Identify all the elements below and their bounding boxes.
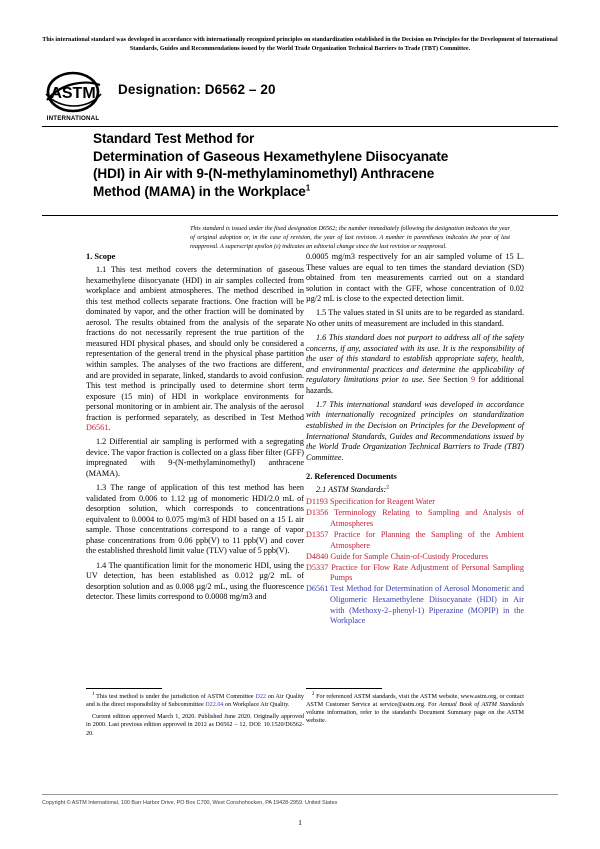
paragraph-1-4: 1.4 The quantification limit for the monomeric HDI, using the UV detection, has been established as 0.012 µg/2 mL of desorption solution and as 0.008 µg/2 mL, using the fluorescence detector. These limits correspond to 0.0008 mg/m3 and: [86, 560, 304, 602]
link-d22-04[interactable]: D22.04: [205, 702, 224, 709]
reference-item: [306, 552, 524, 563]
issued-under-note: This standard is issued under the fixed designation D6562; the number immediately following the designation indicates the year of original adoption or, in the case of revision, the year of last revision. A number in parentheses indicates the year of last reapproval. A superscript epsilon (ε) indicates an editorial change since the last revision or reapproval.: [190, 225, 510, 251]
reference-item: [306, 508, 524, 529]
tbt-banner-line2: Development of International Standards, Guides and Recommendations issued by the World Trade Organization Technical Barriers to Trade (TBT) Committee.: [129, 37, 558, 53]
title-line-1: Standard Test Method for: [93, 131, 255, 146]
footer-rule: [42, 794, 558, 795]
reference-id[interactable]: D1193: [306, 497, 328, 507]
reference-id[interactable]: D4840: [306, 551, 329, 561]
footnote-rule-right: [306, 688, 382, 689]
paragraph-1-6: [306, 333, 524, 396]
reference-list: [306, 497, 524, 627]
subsection-footnote-marker: 2: [386, 484, 390, 491]
reference-title[interactable]: Practice for Flow Rate Adjustment of Personal Sampling Pumps: [330, 562, 524, 583]
paragraph-1-1: [86, 265, 304, 434]
svg-text:INTERNATIONAL: INTERNATIONAL: [46, 115, 100, 122]
paragraph-1-4-continued: 0.0005 mg/m3 respectively for an air sampled volume of 15 L. These values are equal to ten times the standard deviation (SD) obtained from ten measurements carried out on a standard solution in contact with the GFF, whose concentration of 0.02 µg/2 mL is close to the expected detection limit.: [306, 252, 524, 304]
page-number: 1: [298, 818, 302, 827]
link-section-9[interactable]: 9: [471, 375, 476, 385]
paragraph-1-6-end: for additional hazards.: [306, 375, 524, 395]
footnote-left: [86, 693, 304, 738]
reference-item: [306, 584, 524, 626]
paragraph-1-1-text: 1.1 This test method covers the determination of gaseous hexamethylene diisocyanate (HDI) in air samples collected from workplace and ambient atmospheres. The method described in this test method collects separate fractions. One fraction will be dominated by vapor, and the other fraction will be dominated by aerosol. The results obtained from the analysis of the separate fractions do not necessarily represent the true partition of the measured HDI physical phases, and should only be considered a representation of the general trend in the physical phase partition within samples. The analyses of the two fractions are different, and are provided in separate, linked, standards to avoid confusion. This test method is principally used to determine short term exposure (15 min) of HDI in workplace environments for personal monitoring or in ambient air. The analysis of the aerosol fraction is performed separately, as described in Test Method: [86, 265, 304, 422]
svg-text:ASTM: ASTM: [50, 85, 96, 102]
section-heading-referenced-documents: 2. Referenced Documents: [306, 471, 397, 481]
reference-title[interactable]: Specification for Reagent Water: [330, 497, 435, 507]
reference-id[interactable]: D1357: [306, 529, 329, 539]
paragraph-1-3: 1.3 The range of application of this test method has been validated from 0.006 to 1.12 µg of monomeric HDI/2.0 mL of desorption solution, which corresponds to concentrations equivalent to 0.0004 to 0.075 mg/m3 of HDI based on a 15 L air sample. Those concentrations correspond to a range of vapor phase concentrations from 0.06 ppb(V) to 11 ppb(V) and cover the established threshold limit value (TLV) value of 5 ppb(V).: [86, 483, 304, 556]
title-line-2: Determination of Gaseous Hexamethylene Diisocyanate: [93, 148, 449, 164]
tbt-banner: [42, 36, 558, 54]
paragraph-1-6-see: See Section: [428, 375, 471, 385]
left-column: [86, 252, 304, 603]
page-title: [93, 130, 513, 200]
footnote-right: [306, 693, 524, 725]
tbt-banner-line1: This international standard was developed in accordance with internationally recognized principles on standardization established in the Decision on Principles for the: [42, 37, 479, 43]
reference-item: [306, 530, 524, 551]
link-d22[interactable]: D22: [255, 694, 266, 700]
subsection-astm-standards: [306, 485, 524, 496]
footnote-2-part-a: For referenced ASTM standards, visit the ASTM website, www.astm.org, or contact ASTM Customer Service at service@astm.org. For: [306, 694, 524, 709]
paragraph-1-5: 1.5 The values stated in SI units are to be regarded as standard. No other units of measurement are included in this standard.: [306, 308, 524, 328]
paragraph-1-7: 1.7 This international standard was developed in accordance with internationally recognized principles on standardization established in the Decision on Principles for the Development of International Standards, Guides and Recommendations issued by the World Trade Organization Technical Barriers to Trade (TBT) Committee.: [306, 399, 524, 462]
astm-logo-icon: [42, 70, 104, 122]
title-rule-bottom: [42, 215, 558, 216]
footnote-rule-left: [86, 688, 162, 689]
reference-id[interactable]: D1356: [306, 508, 329, 518]
footnote-edition: Current edition approved March 1, 2020. Published June 2020. Originally approved in 2000. Last previous edition approved in 2012 as D6562 – 12. DOI: 10.1520/D6562-20.: [86, 714, 304, 737]
subsection-astm-standards-label: 2.1 ASTM Standards:: [316, 485, 387, 495]
footnote-1-part-b: on Air Quality and is the direct responsibility of Subcommittee: [86, 694, 304, 709]
title-line-4: Method (MAMA) in the Workplace: [93, 183, 306, 199]
reference-title[interactable]: Test Method for Determination of Aerosol Monomeric and Oligomeric Hexamethylene Diisocyanate (HDI) in Air with (Methoxy-2–phenyl-1) Piperazine (MOPIP) in the Workplace: [330, 584, 525, 626]
footnote-2-marker: 2: [312, 691, 315, 697]
reference-item: [306, 563, 524, 584]
copyright-notice: Copyright © ASTM International, 100 Barr Harbor Drive, PO Box C700, West Conshohocken, PA 19428-2959. United States: [42, 800, 338, 806]
reference-id[interactable]: D6561: [306, 584, 329, 594]
section-heading-scope: 1. Scope: [86, 252, 116, 261]
footnote-2: [306, 693, 524, 725]
title-footnote-marker: 1: [305, 183, 311, 193]
reference-item: [306, 497, 524, 508]
title-rule-top: [42, 126, 558, 127]
footnote-2-italic: Annual Book of ASTM Standards: [439, 702, 525, 709]
footnote-1-part-a: This test method is under the jurisdiction of ASTM Committee: [94, 694, 256, 700]
reference-id[interactable]: D5337: [306, 562, 329, 572]
reference-title[interactable]: Guide for Sample Chain-of-Custody Procedures: [330, 551, 489, 561]
footnote-2-part-b: volume information, refer to the standard's Document Summary page on the ASTM website.: [306, 710, 524, 725]
reference-title[interactable]: Practice for Planning the Sampling of the Ambient Atmosphere: [330, 529, 525, 550]
designation-row: [42, 70, 558, 124]
footnote-1-part-c: on Workplace Air Quality.: [223, 702, 290, 709]
footnote-1: [86, 693, 304, 709]
link-d6561[interactable]: D6561: [86, 423, 109, 433]
paragraph-1-6-text: 1.6 This standard does not purport to address all of the safety concerns, if any, associated with its use. It is the responsibility of the user of this standard to establish appropriate safety, health, and environmental practices and determine the applicability of regulatory limitations prior to use.: [306, 333, 524, 385]
paragraph-1-2: 1.2 Differential air sampling is performed with a segregating device. The vapor fraction is collected on a glass fiber filter (GFF) impregnated with 9-(N-methylaminomethyl) anthracene (MAMA).: [86, 437, 304, 479]
title-line-3: (HDI) in Air with 9-(N-methylaminomethyl) Anthracene: [93, 166, 435, 182]
footnote-1-marker: 1: [92, 691, 95, 697]
designation-text: Designation: D6562 – 20: [118, 82, 276, 97]
reference-title[interactable]: Terminology Relating to Sampling and Analysis of Atmospheres: [330, 508, 524, 528]
right-column: [306, 252, 524, 627]
paragraph-1-1-end: .: [108, 423, 111, 433]
